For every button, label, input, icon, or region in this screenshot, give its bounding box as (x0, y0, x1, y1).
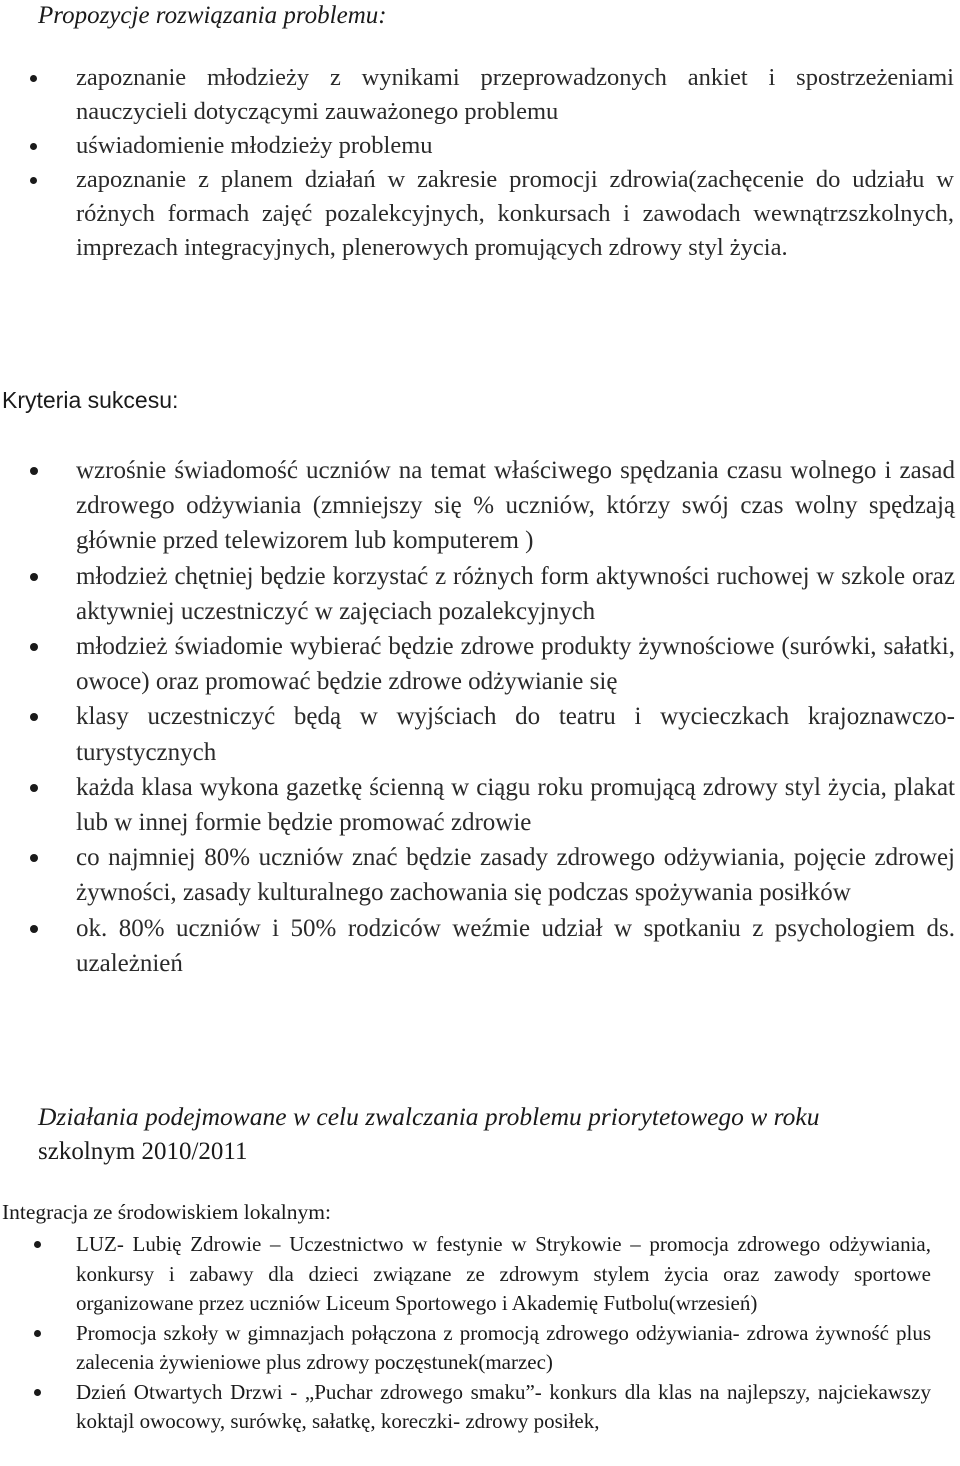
success-criteria-list (76, 453, 955, 981)
list-item: ok. 80% uczniów i 50% rodziców weźmie udział w spotkaniu z psychologiem ds. uzależnień (76, 911, 955, 981)
local-integration-list (76, 1230, 931, 1437)
list-item: wzrośnie świadomość uczniów na temat właściwego spędzania czasu wolnego i zasad zdrowego odżywiania (zmniejszy się % uczniów, którzy swój czas wolny spędzają głównie przed telewizorem lub komputerem ) (76, 453, 955, 559)
proposals-list (76, 61, 954, 265)
list-item: klasy uczestniczyć będą w wyjściach do teatru i wycieczkach krajoznawczo-turystycznych (76, 699, 955, 769)
section-heading-actions: Działania podejmowane w celu zwalczania problemu priorytetowego w roku (38, 1102, 820, 1131)
subheading-local-integration: Integracja ze środowiskiem lokalnym: (2, 1200, 331, 1224)
section-heading-success-criteria: Kryteria sukcesu: (2, 387, 179, 413)
list-item: młodzież chętniej będzie korzystać z różnych form aktywności ruchowej w szkole oraz aktywniej uczestniczyć w zajęciach pozalekcyjnych (76, 559, 955, 629)
list-item: Promocja szkoły w gimnazjach połączona z promocją zdrowego odżywiania- zdrowa żywność plus zalecenia żywieniowe plus zdrowy poczęstunek(marzec) (76, 1319, 931, 1378)
list-item: Dzień Otwartych Drzwi - „Puchar zdrowego smaku”- konkurs dla klas na najlepszy, najciekawszy koktajl owocowy, surówkę, sałatkę, koreczki- zdrowy posiłek, (76, 1378, 931, 1437)
list-item: co najmniej 80% uczniów znać będzie zasady zdrowego odżywiania, pojęcie zdrowej żywności, zasady kulturalnego zachowania się podczas spożywania posiłków (76, 840, 955, 910)
list-item: uświadomienie młodzieży problemu (76, 129, 954, 163)
list-item: zapoznanie młodzieży z wynikami przeprowadzonych ankiet i spostrzeżeniami nauczycieli dotyczącymi zauważonego problemu (76, 61, 954, 129)
list-item: młodzież świadomie wybierać będzie zdrowe produkty żywnościowe (surówki, sałatki, owoce) oraz promować będzie zdrowe odżywianie się (76, 629, 955, 699)
section-heading-actions-year: szkolnym 2010/2011 (38, 1138, 248, 1165)
section-heading-proposals: Propozycje rozwiązania problemu: (38, 2, 387, 29)
list-item: każda klasa wykona gazetkę ścienną w ciągu roku promującą zdrowy styl życia, plakat lub w innej formie będzie promować zdrowie (76, 770, 955, 840)
list-item: zapoznanie z planem działań w zakresie promocji zdrowia(zachęcenie do udziału w różnych formach zajęć pozalekcyjnych, konkursach i zawodach wewnątrzszkolnych, imprezach integracyjnych, plenerowych promujących zdrowy styl życia. (76, 163, 954, 265)
list-item: LUZ- Lubię Zdrowie – Uczestnictwo w festynie w Strykowie – promocja zdrowego odżywiania, konkursy i zabawy dla dzieci związane ze zdrowym stylem życia oraz zawody sportowe organizowane przez uczniów Liceum Sportowego i Akademię Futbolu(wrzesień) (76, 1230, 931, 1319)
